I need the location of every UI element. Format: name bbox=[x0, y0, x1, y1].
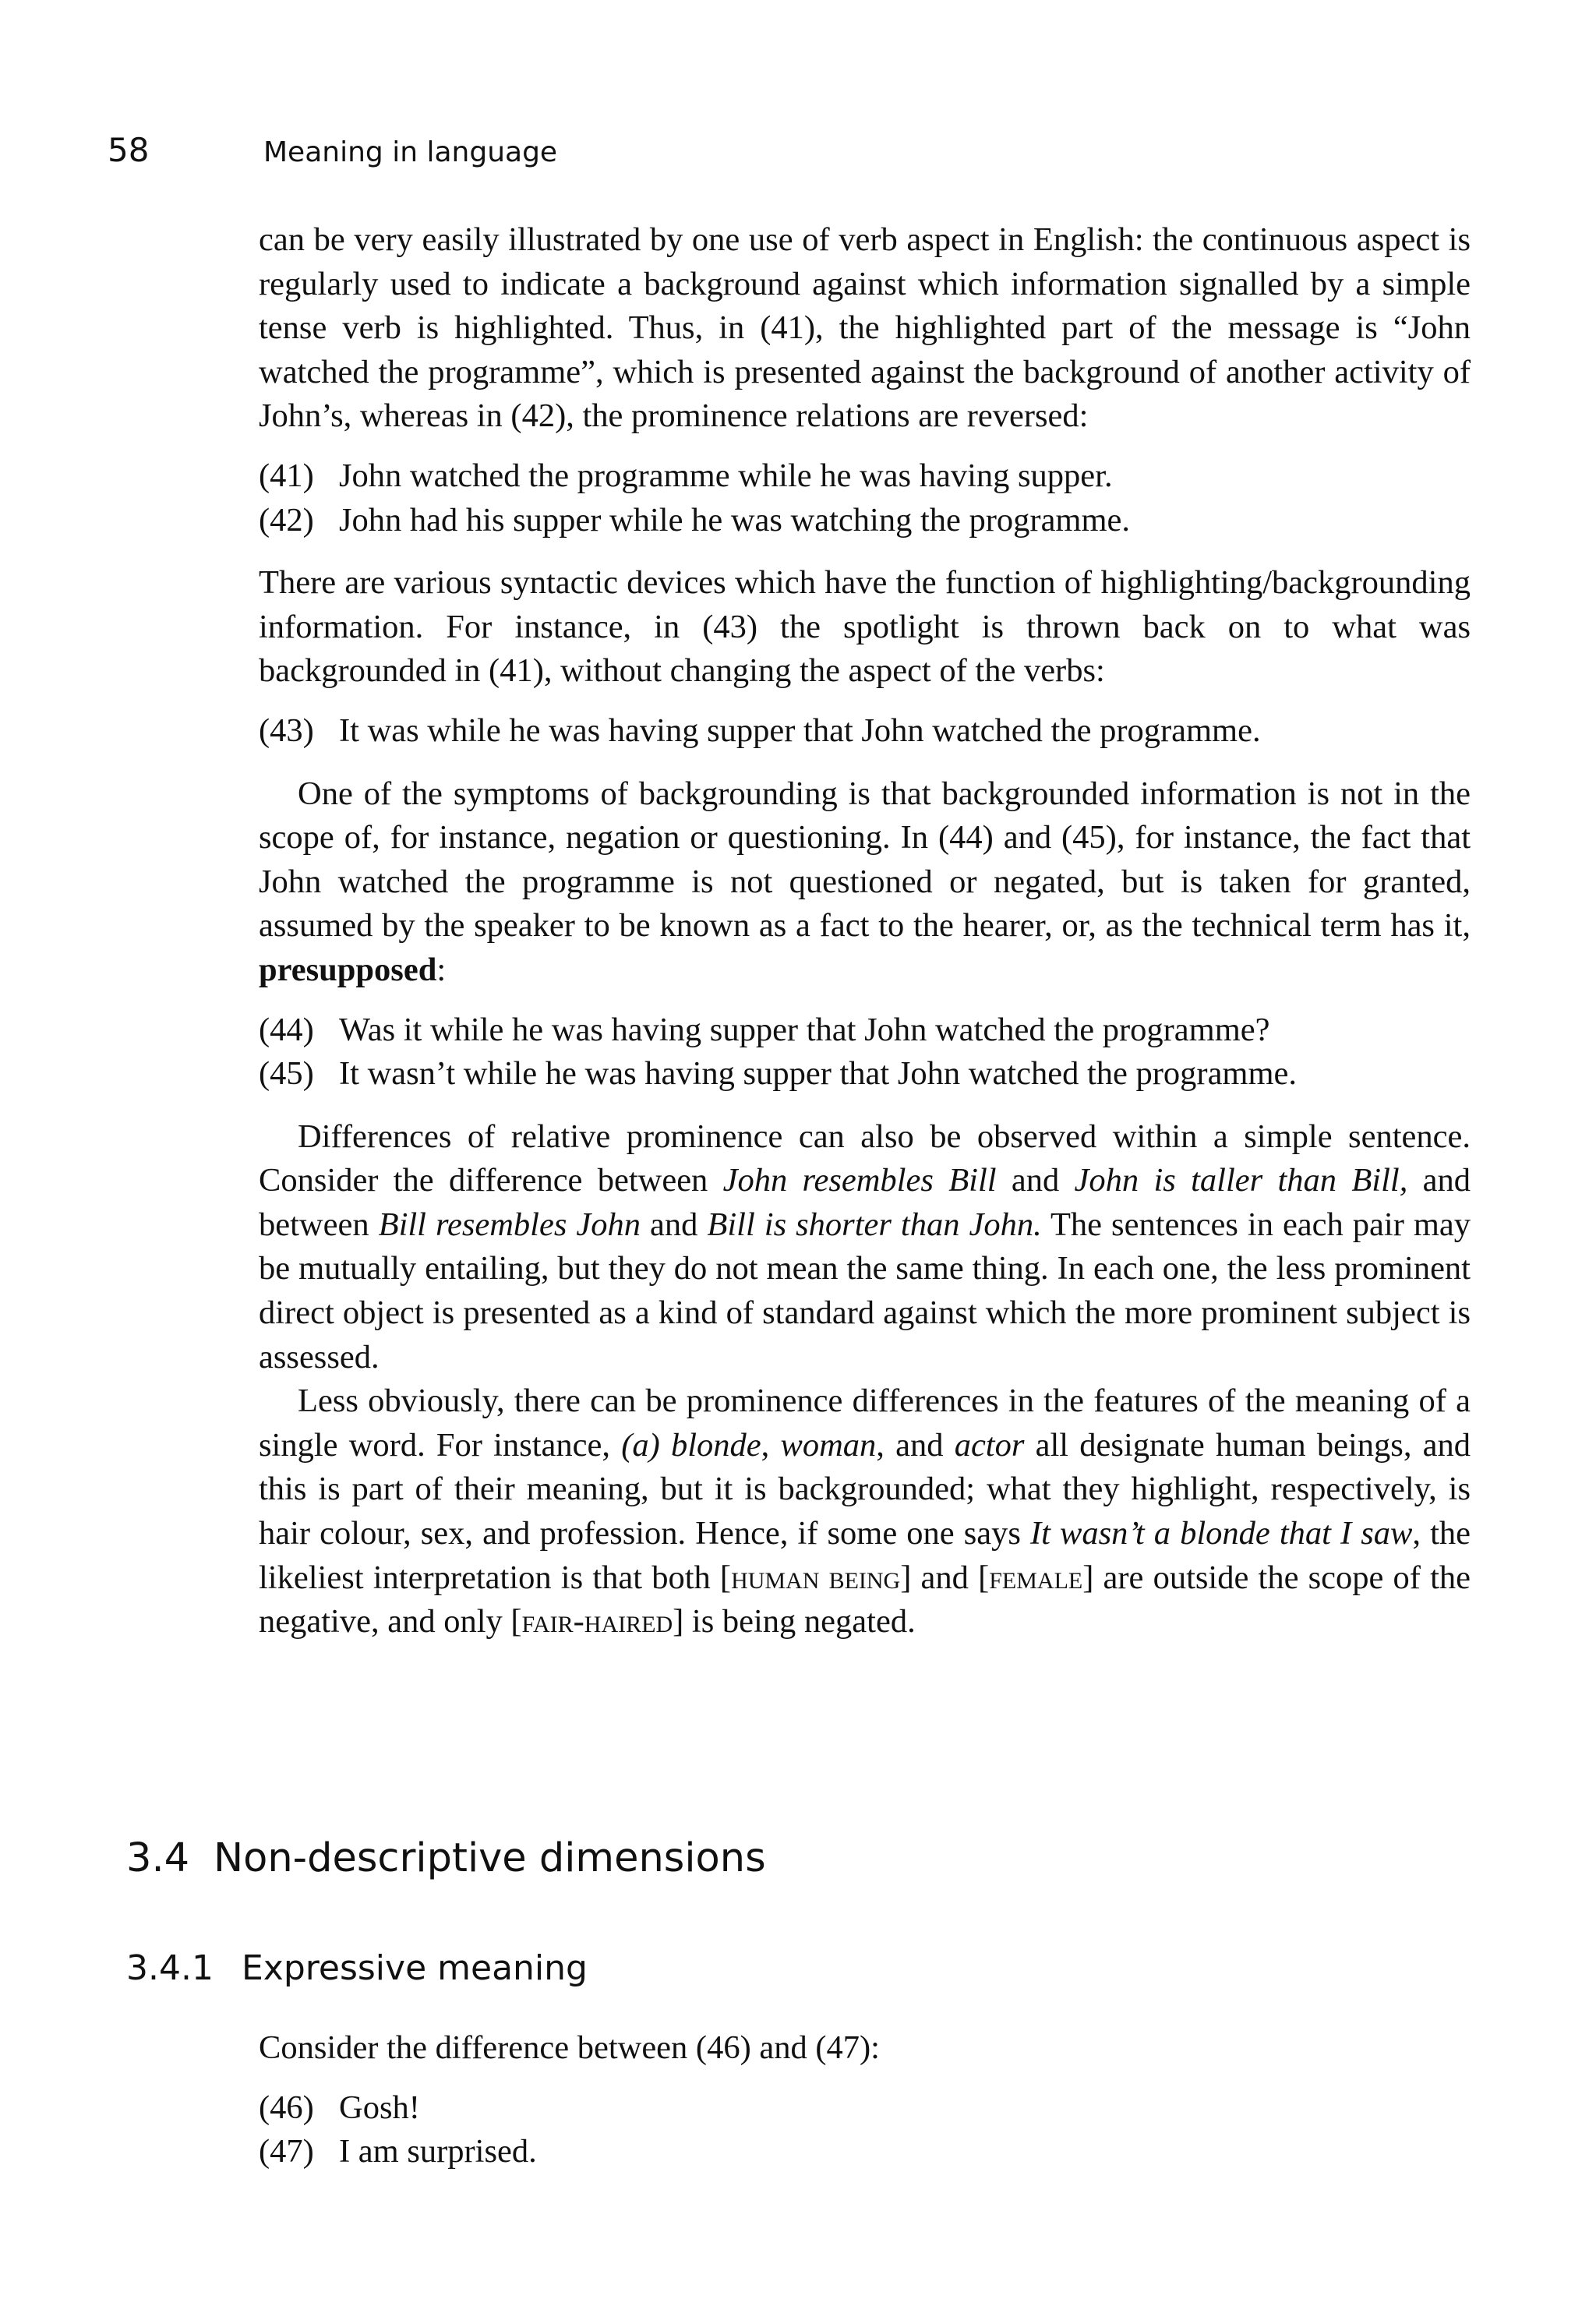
paragraph-continuation: can be very easily illustrated by one use of verb aspect in English: the continuous aspect is regularly used to indicate a background against which information signalled by a simple tense verb is highlighted. Thus, in (41), the highlighted part of the message is “John watched the programme”, which is presented against the background of another activity of John’s, whereas in (42), the prominence relations are reversed: bbox=[259, 221, 1471, 435]
paragraph-text: , bbox=[761, 1426, 770, 1464]
example-list-41-42 bbox=[259, 454, 1471, 542]
example-number: (44) bbox=[259, 1011, 314, 1048]
subsection-heading bbox=[126, 1948, 588, 1988]
example-number: (43) bbox=[259, 712, 314, 749]
example-number: (42) bbox=[259, 501, 314, 539]
feature-label: fair-haired bbox=[521, 1603, 673, 1640]
paragraph-text: The sentences in each pair may be mutually entailing, but they do not mean the same thing. In each one, the less prominent direct object is presented as a kind of standard against which the more prominent subject is assessed. bbox=[259, 1206, 1471, 1376]
example-text: Gosh! bbox=[339, 2089, 420, 2126]
italic-example: It wasn’t a blonde that I saw bbox=[1030, 1515, 1413, 1552]
feature-label: female bbox=[989, 1559, 1083, 1596]
example-list-46-47 bbox=[259, 2086, 1471, 2174]
paragraph-text: : bbox=[436, 951, 447, 988]
italic-example: Bill resembles John bbox=[378, 1206, 641, 1243]
term-presupposed: presupposed bbox=[259, 951, 437, 988]
italic-example: John is taller than Bill, bbox=[1074, 1162, 1408, 1199]
example-number: (47) bbox=[259, 2133, 314, 2170]
example-text: John had his supper while he was watching the programme. bbox=[339, 501, 1131, 539]
example-number: (41) bbox=[259, 457, 314, 494]
example-text: John watched the programme while he was having supper. bbox=[339, 457, 1113, 494]
subsection-number: 3.4.1 bbox=[126, 1948, 214, 1988]
body-text bbox=[259, 218, 1471, 1644]
example-text: Was it while he was having supper that John watched the programme? bbox=[339, 1011, 1270, 1048]
example-list-44-45 bbox=[259, 1008, 1471, 1097]
italic-example: woman bbox=[780, 1426, 877, 1464]
example-list-43 bbox=[259, 709, 1471, 754]
paragraph-text: and bbox=[650, 1206, 698, 1243]
section-number: 3.4 bbox=[126, 1835, 190, 1881]
paragraph-consider: Consider the difference between (46) and (47): bbox=[259, 2029, 880, 2066]
example-41 bbox=[259, 454, 1471, 499]
page-number: 58 bbox=[108, 131, 150, 169]
example-45 bbox=[259, 1052, 1471, 1097]
paragraph-syntactic-devices: There are various syntactic devices which have the function of highlighting/backgrounding information. For instance, in (43) the spotlight is thrown back on to what was backgrounded in (41), without changing the aspect of the verbs: bbox=[259, 564, 1471, 690]
paragraph-text: Differences of relative prominence can also be observed within a simple sentence. Consider the difference between bbox=[259, 1118, 1471, 1199]
example-43 bbox=[259, 709, 1471, 754]
example-number: (46) bbox=[259, 2089, 314, 2126]
paragraph-text: all designate human beings, and this is part of their meaning, but it is backgrounded; what they highlight, respectively, is hair colour, sex, and profession. Hence, if some one says bbox=[259, 1426, 1471, 1552]
subsection-body bbox=[259, 2026, 1471, 2193]
example-46 bbox=[259, 2086, 1471, 2131]
example-42 bbox=[259, 499, 1471, 543]
italic-example: actor bbox=[954, 1426, 1025, 1464]
paragraph-text: Less obviously, there can be prominence differences in the features of the meaning of a single word. For instance, bbox=[259, 1383, 1471, 1464]
section-heading bbox=[126, 1835, 766, 1881]
paragraph-text: and between bbox=[259, 1162, 1471, 1243]
example-number: (45) bbox=[259, 1055, 314, 1093]
italic-example: John resembles Bill bbox=[722, 1162, 997, 1199]
example-text: I am surprised. bbox=[339, 2133, 537, 2170]
paragraph-relative-prominence bbox=[259, 1115, 1471, 1380]
paragraph-text: , and bbox=[876, 1426, 944, 1464]
italic-example: Bill is shorter than John. bbox=[707, 1206, 1042, 1243]
section-title: Non-descriptive dimensions bbox=[214, 1835, 766, 1881]
example-text: It was while he was having supper that John watched the programme. bbox=[339, 712, 1261, 749]
running-head bbox=[108, 131, 557, 169]
feature-label: human being bbox=[731, 1559, 901, 1596]
paragraph-backgrounding bbox=[259, 772, 1471, 993]
italic-example: (a) blonde bbox=[621, 1426, 761, 1464]
paragraph-word-features bbox=[259, 1379, 1471, 1644]
example-text: It wasn’t while he was having supper that John watched the programme. bbox=[339, 1055, 1298, 1093]
paragraph-text: ] are outside the scope of the negative, and only [ bbox=[259, 1559, 1471, 1640]
subsection-title: Expressive meaning bbox=[242, 1948, 588, 1988]
running-title: Meaning in language bbox=[263, 136, 558, 168]
paragraph-text: , the likeliest interpretation is that both [ bbox=[259, 1515, 1471, 1596]
paragraph-text: ] and [ bbox=[900, 1559, 990, 1596]
example-47 bbox=[259, 2130, 1471, 2174]
paragraph-text: and bbox=[1011, 1162, 1060, 1199]
paragraph-text: One of the symptoms of backgrounding is that backgrounded information is not in the scope of, for instance, negation or questioning. In (44) and (45), for instance, the fact that John watched the programme is not questioned or negated, but is taken for granted, assumed by the speaker to be known as a fact to the hearer, or, as the technical term has it, bbox=[259, 775, 1471, 945]
paragraph-text: ] is being negated. bbox=[673, 1603, 916, 1640]
example-44 bbox=[259, 1008, 1471, 1053]
